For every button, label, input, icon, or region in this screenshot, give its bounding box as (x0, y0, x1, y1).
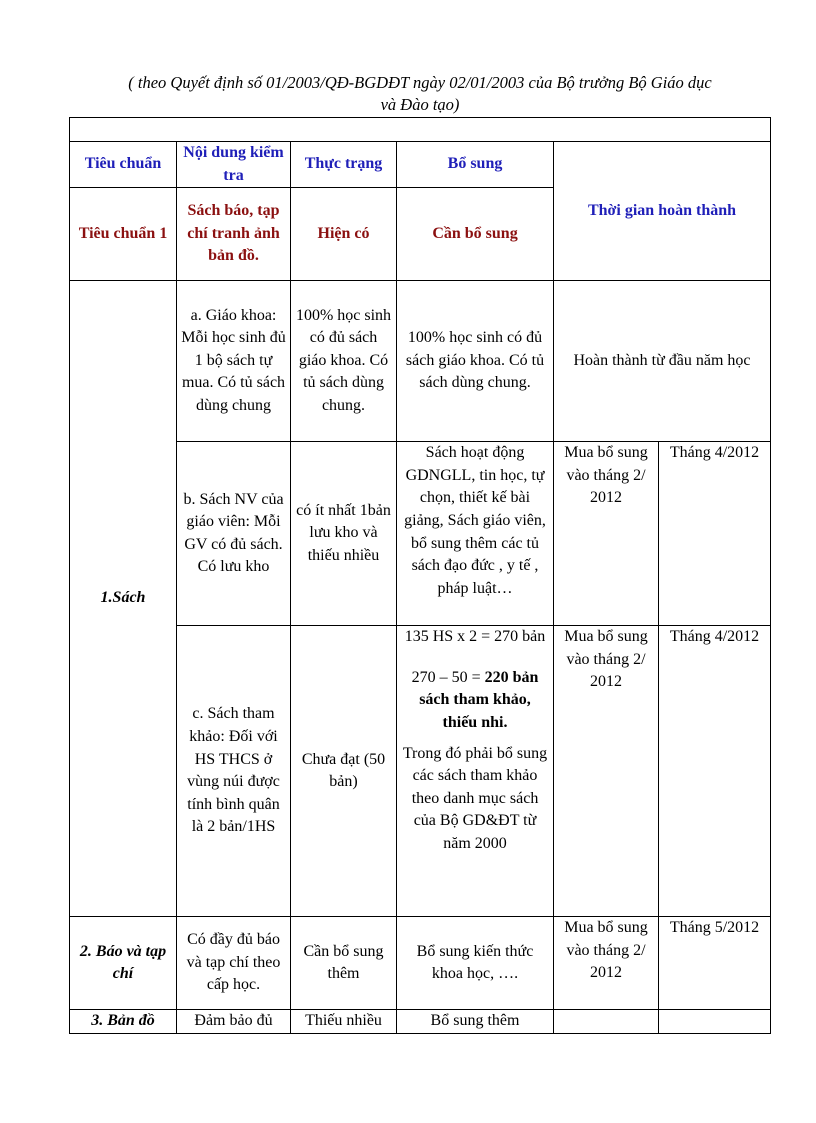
cell-content: c. Sách tham khảo: Đối với HS THCS ở vùng núi được tính bình quân là 2 bản/1HS (177, 626, 291, 917)
cell-content: a. Giáo khoa: Mỗi học sinh đủ 1 bộ sách tự mua. Có tủ sách dùng chung (177, 281, 291, 442)
table-blank-row (70, 118, 771, 142)
cell-time-purchase (554, 1010, 659, 1034)
header-thoi-gian: Thời gian hoàn thành (554, 142, 771, 281)
section-label-bao: 2. Báo và tạp chí (70, 917, 177, 1010)
cell-supplement: Bổ sung kiến thức khoa học, …. (397, 917, 554, 1010)
header-bo-sung: Bổ sung (397, 142, 554, 188)
blank-cell (70, 118, 771, 142)
supplement-note: Trong đó phải bổ sung các sách tham khảo theo danh mục sách của Bộ GD&ĐT từ năm 2000 (402, 744, 548, 852)
header-hien-co: Hiện có (291, 188, 397, 281)
cell-time-month (659, 1010, 771, 1034)
header-noi-dung: Nội dung kiểm tra (177, 142, 291, 188)
header-row-1 (70, 142, 771, 188)
cell-supplement: 100% học sinh có đủ sách giáo khoa. Có tủ sách dùng chung. (397, 281, 554, 442)
header-tieu-chuan: Tiêu chuẩn (70, 142, 177, 188)
cell-supplement: Sách hoạt động GDNGLL, tin học, tự chọn, thiết kế bài giảng, Sách giáo viên, bổ sung thêm các tủ sách đạo đức , y tế , pháp luật… (397, 442, 554, 626)
inspection-table (69, 117, 771, 1034)
header-can-bo-sung: Cần bổ sung (397, 188, 554, 281)
cell-content: b. Sách NV của giáo viên: Mỗi GV có đủ sách. Có lưu kho (177, 442, 291, 626)
cell-time: Hoàn thành từ đầu năm học (554, 281, 771, 442)
cell-time-purchase: Mua bổ sung vào tháng 2/ 2012 (554, 917, 659, 1010)
cell-time-month: Tháng 5/2012 (659, 917, 771, 1010)
document-subtitle (70, 72, 770, 116)
cell-current: 100% học sinh có đủ sách giáo khoa. Có tủ sách dùng chung. (291, 281, 397, 442)
section-label-bando: 3. Bản đồ (70, 1010, 177, 1034)
cell-current: Thiếu nhiều (291, 1010, 397, 1034)
header-sach-bao: Sách báo, tạp chí tranh ảnh bản đồ. (177, 188, 291, 281)
header-thuc-trang: Thực trạng (291, 142, 397, 188)
cell-time-month: Tháng 4/2012 (659, 626, 771, 917)
supplement-calc-1: 135 HS x 2 = 270 bản (404, 628, 546, 646)
cell-content: Đảm bảo đủ (177, 1010, 291, 1034)
cell-time-purchase: Mua bổ sung vào tháng 2/ 2012 (554, 626, 659, 917)
table-row-bando (70, 1010, 771, 1034)
section-label-sach: 1.Sách (70, 281, 177, 917)
table-row-bao (70, 917, 771, 1010)
table-row-sach-a (70, 281, 771, 442)
cell-content: Có đầy đủ báo và tạp chí theo cấp học. (177, 917, 291, 1010)
cell-current: Chưa đạt (50 bản) (291, 626, 397, 917)
header-tieu-chuan-1: Tiêu chuẩn 1 (70, 188, 177, 281)
cell-supplement (397, 626, 554, 917)
cell-time-month: Tháng 4/2012 (659, 442, 771, 626)
cell-current: có ít nhất 1bản lưu kho và thiếu nhiều (291, 442, 397, 626)
subtitle-line-2: và Đào tạo) (380, 95, 460, 114)
supplement-total: 220 bản sách tham khảo, thiếu nhi. (419, 668, 539, 731)
subtitle-line-1: ( theo Quyết định số 01/2003/QĐ-BGDĐT ngày 02/01/2003 của Bộ trưởng Bộ Giáo dục (128, 73, 712, 92)
supplement-calc-2: 270 – 50 = 220 bản sách tham khảo, thiếu nhi. (411, 668, 539, 731)
cell-supplement: Bổ sung thêm (397, 1010, 554, 1034)
cell-current: Cần bổ sung thêm (291, 917, 397, 1010)
cell-time-purchase: Mua bổ sung vào tháng 2/ 2012 (554, 442, 659, 626)
